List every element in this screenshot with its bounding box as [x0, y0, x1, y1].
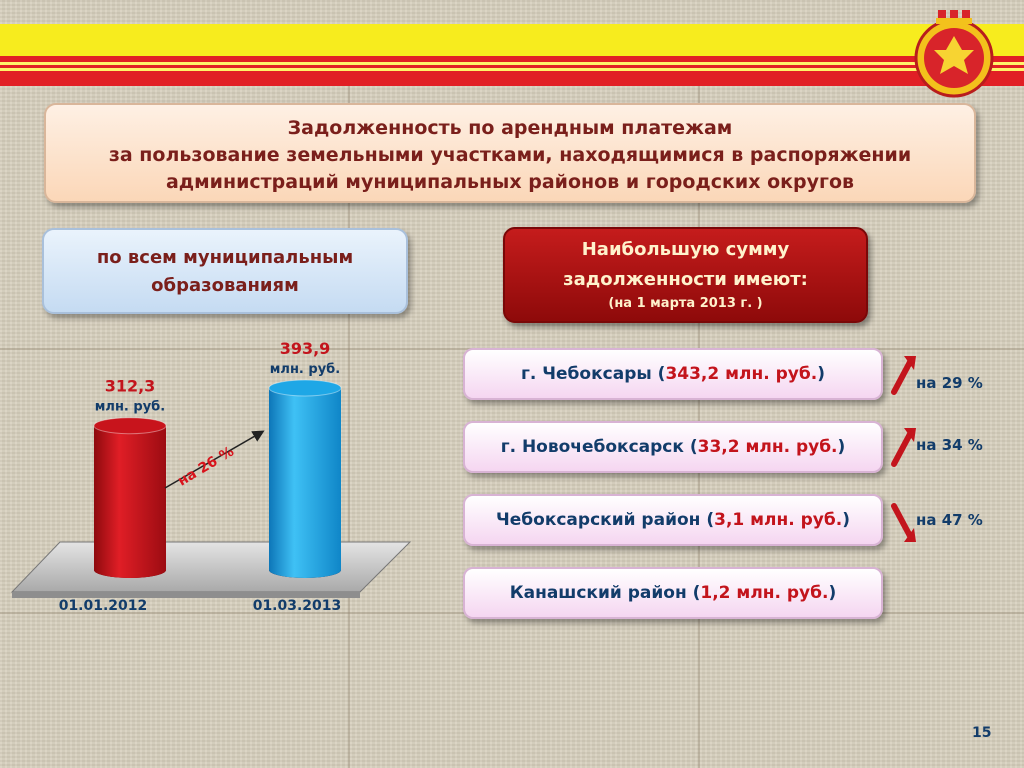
item-value: 3,1 млн. руб. — [714, 510, 843, 530]
bar-value-label: 393,9 — [279, 339, 331, 359]
title-box — [44, 103, 976, 203]
item-close: ) — [837, 437, 846, 457]
list-item-cheboksary — [463, 348, 883, 400]
title-line-1: Задолженность по арендным платежам — [287, 117, 733, 139]
category-label: 01.01.2012 — [58, 598, 148, 614]
list-item-kanash-district — [463, 567, 883, 619]
header-band-stripe — [0, 62, 1024, 65]
item-value: 33,2 млн. руб. — [697, 437, 838, 457]
max-label-line-2: задолженности имеют: — [563, 269, 808, 290]
header-band-red — [0, 56, 1024, 86]
item-close: ) — [828, 583, 837, 603]
item-name: г. Чебоксары ( — [521, 364, 666, 384]
bar-unit-label: млн. руб. — [94, 399, 166, 415]
largest-debt-label — [503, 227, 868, 323]
chart-floor — [12, 542, 410, 592]
arrow-down-icon — [888, 500, 918, 546]
item-value: 343,2 млн. руб. — [665, 364, 818, 384]
item-name: Канашский район ( — [509, 583, 701, 603]
page-number: 15 — [972, 725, 992, 741]
all-label-line-2: образованиям — [151, 275, 299, 296]
bar-top — [269, 380, 341, 396]
item-close: ) — [842, 510, 850, 530]
max-label-line-1: Наибольшую сумму — [581, 239, 790, 260]
bar-top — [94, 418, 166, 434]
item-name: г. Новочебоксарск ( — [500, 437, 698, 457]
all-label-line-1: по всем муниципальным — [96, 247, 354, 268]
bar — [269, 388, 341, 570]
title-line-2: за пользование земельными участками, находящимися в распоряжении — [108, 144, 912, 166]
item-value: 1,2 млн. руб. — [700, 583, 829, 603]
emblem-icon — [908, 6, 1000, 98]
bar-bottom — [94, 562, 166, 578]
bar-unit-label: млн. руб. — [269, 362, 341, 378]
max-label-date: (на 1 марта 2013 г. ) — [608, 296, 763, 311]
header-band-yellow — [0, 24, 1024, 56]
item-name: Чебоксарский район ( — [496, 510, 715, 530]
arrow-up-icon — [888, 424, 918, 470]
change-label: на 29 % — [916, 374, 983, 392]
title-line-3: администраций муниципальных районов и городских округов — [165, 171, 855, 193]
growth-label: на 26 % — [175, 443, 237, 490]
debt-bar-chart — [0, 320, 420, 620]
all-municipalities-label — [42, 228, 408, 314]
bar — [94, 426, 166, 570]
bar-value-label: 312,3 — [104, 376, 156, 396]
change-label: на 34 % — [916, 436, 983, 454]
list-item-novocheboksarsk — [463, 421, 883, 473]
category-label: 01.03.2013 — [252, 598, 342, 614]
bar-bottom — [269, 562, 341, 578]
list-item-cheboksarsky-district — [463, 494, 883, 546]
item-close: ) — [817, 364, 825, 384]
header-band-stripe — [0, 68, 1024, 71]
change-label: на 47 % — [916, 511, 983, 529]
arrow-up-icon — [888, 352, 918, 398]
